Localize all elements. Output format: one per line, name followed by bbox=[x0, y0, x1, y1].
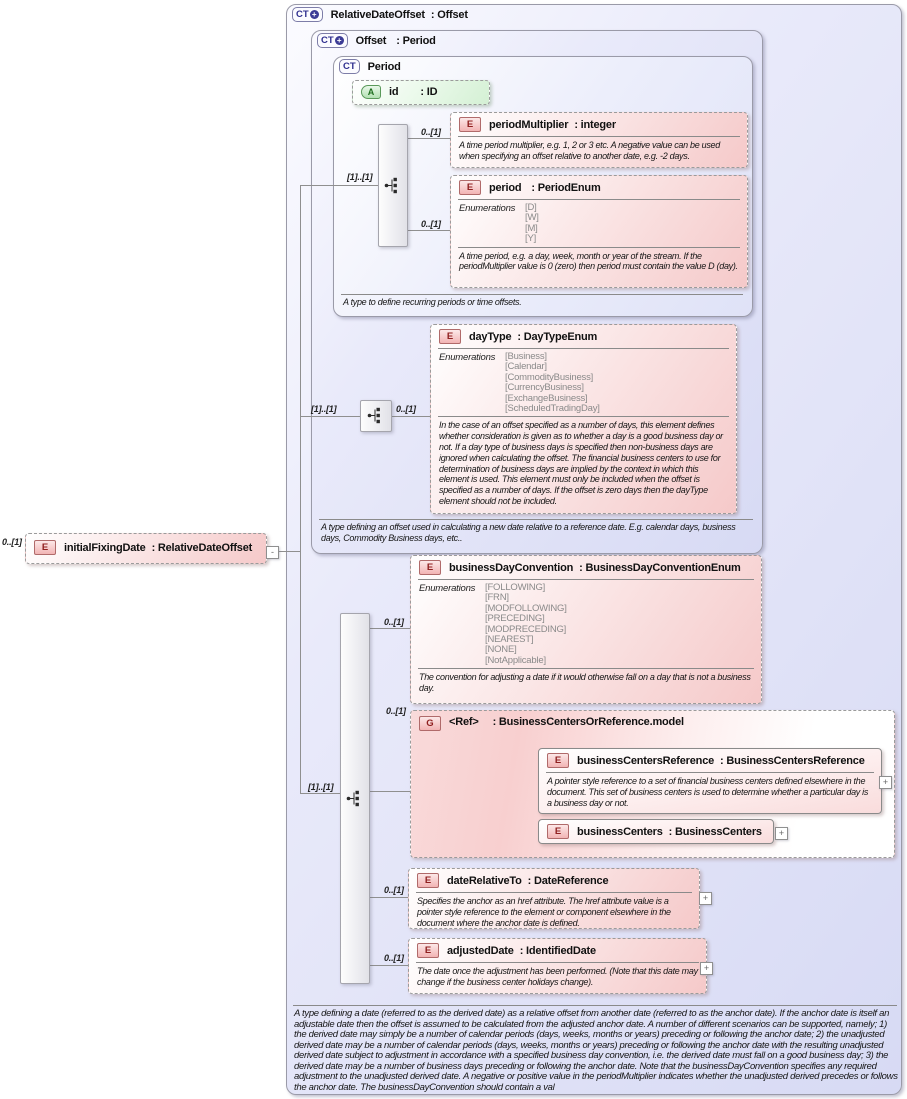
element-type: : IdentifiedDate bbox=[519, 944, 596, 957]
attribute-box-id[interactable] bbox=[352, 80, 490, 105]
group-name: <Ref> bbox=[449, 716, 479, 728]
group-type: : BusinessCentersOrReference.model bbox=[492, 716, 684, 728]
header-offset bbox=[317, 33, 436, 48]
enum-value: [CommodityBusiness] bbox=[505, 371, 594, 383]
enum-value: [PRECEDING] bbox=[485, 613, 545, 625]
enum-value: [W] bbox=[525, 212, 539, 224]
enum-value: [Business] bbox=[505, 351, 547, 362]
enumerations-section bbox=[431, 349, 736, 415]
header-period bbox=[339, 59, 401, 74]
element-type: : BusinessCenters bbox=[668, 825, 762, 838]
element-doc: A time period, e.g. a day, week, month or year of the stream. If the periodMultiplier value is 0 (zero) then period must contain the value D (day). bbox=[459, 250, 738, 272]
element-type: : PeriodEnum bbox=[531, 181, 601, 194]
enum-value: [FRN] bbox=[485, 592, 509, 604]
cardinality-label: 0..[1] bbox=[421, 127, 441, 137]
element-icon: E bbox=[439, 329, 461, 344]
element-box-daytype[interactable] bbox=[430, 324, 737, 514]
sequence-connector bbox=[378, 124, 408, 247]
enum-value: [NONE] bbox=[485, 644, 517, 656]
plus-badge-icon: + bbox=[310, 10, 319, 19]
enum-value: [MODPRECEDING] bbox=[485, 623, 567, 635]
connector-line bbox=[300, 416, 360, 417]
element-box-periodmultiplier[interactable] bbox=[450, 112, 748, 168]
element-name: businessDayConvention bbox=[449, 561, 574, 574]
root-doc: A type defining a date (referred to as the derived date) as a relative offset from another date (referred to as the anchor date). If the anchor date is itself an adjustable date then the offset is assumed to be calculated from the adjusted anchor date. A number of different scenarios can be supported, namely; 1) the derived date may simply be a number of calendar periods (days, weeks, months or years) preceding or following the anchor date; 2) the unadjusted derived date may be a number of calendar periods (days, weeks, months or years) preceding or following the anchor date with the resulting unadjusted derived date subject to adjustment in accordance with a specified business day convention, i.e. the derived date must fall on a good business day; 3) the derived date may be a number of business days preceding or following the anchor date. Note that the businessDayConvention specifies any required adjustment to the unadjusted derived date. A negative or positive value in the periodMultiplier indicates whether the unadjusted derived precedes or follows the anchor date. The businessDayConvention should contain a val bbox=[294, 1008, 898, 1093]
expand-button[interactable]: + bbox=[699, 892, 712, 905]
offset-doc: A type defining an offset used in calculating a new date relative to a reference date. E.g. calendar days, business days, Commodity Business days, etc.. bbox=[321, 522, 736, 543]
enum-value: [Calendar] bbox=[505, 361, 547, 373]
element-icon: E bbox=[547, 824, 569, 839]
enumeration-values bbox=[485, 583, 567, 666]
cardinality-label: 0..[1] bbox=[396, 404, 416, 414]
group-icon: G bbox=[419, 716, 441, 731]
element-doc: The date once the adjustment has been performed. (Note that this date may change if the business center holidays change). bbox=[417, 966, 698, 987]
connector-line bbox=[300, 185, 301, 793]
element-name: period bbox=[489, 181, 522, 194]
element-name: periodMultiplier bbox=[489, 118, 569, 131]
attribute-icon: A bbox=[361, 85, 381, 99]
element-name: dateRelativeTo bbox=[447, 874, 522, 887]
complextype-icon: CT + bbox=[292, 7, 323, 22]
type-name: RelativeDateOffset bbox=[330, 8, 425, 21]
enum-value: [D] bbox=[525, 202, 537, 213]
collapse-button[interactable]: - bbox=[266, 546, 279, 559]
enum-value: [Y] bbox=[525, 233, 537, 245]
connector-line bbox=[300, 185, 378, 186]
sequence-icon bbox=[384, 176, 401, 195]
complextype-icon: CT + bbox=[317, 33, 348, 48]
element-name: dayType bbox=[469, 330, 512, 343]
expand-button[interactable]: + bbox=[879, 776, 892, 789]
element-box-period[interactable] bbox=[450, 175, 748, 288]
attribute-type: : ID bbox=[420, 86, 438, 98]
element-type: : integer bbox=[574, 118, 616, 131]
connector-line bbox=[370, 897, 408, 898]
complextype-icon: CT bbox=[339, 59, 360, 74]
element-box-businesscenters[interactable] bbox=[538, 819, 774, 844]
element-name: businessCentersReference bbox=[577, 754, 715, 767]
element-icon: E bbox=[417, 943, 439, 958]
element-doc: A time period multiplier, e.g. 1, 2 or 3 etc. A negative value can be used when specifying an offset relative to another date, e.g. -2 days. bbox=[459, 140, 720, 161]
cardinality-label: 0..[1] bbox=[386, 706, 406, 716]
enumerations-label: Enumerations bbox=[459, 203, 516, 214]
enum-value: [NEAREST] bbox=[485, 634, 534, 646]
header-relativedateoffset bbox=[292, 7, 468, 22]
element-name: adjustedDate bbox=[447, 944, 514, 957]
element-box-businessdayconvention[interactable] bbox=[410, 555, 762, 704]
sequence-icon bbox=[367, 406, 384, 425]
element-box-initialfixingdate[interactable] bbox=[25, 533, 267, 564]
cardinality-label: 0..[1] bbox=[384, 885, 404, 895]
element-icon: E bbox=[547, 753, 569, 768]
element-icon: E bbox=[419, 560, 441, 575]
type-base: : Offset bbox=[430, 8, 468, 21]
element-type: : BusinessDayConventionEnum bbox=[579, 561, 741, 574]
type-name: Period bbox=[367, 60, 401, 73]
connector-line bbox=[408, 230, 450, 231]
divider bbox=[319, 519, 753, 520]
enum-value: [M] bbox=[525, 222, 538, 234]
element-icon: E bbox=[459, 180, 481, 195]
enumeration-values bbox=[525, 203, 539, 245]
element-type: : RelativeDateOffset bbox=[151, 541, 253, 554]
connector-line bbox=[370, 628, 410, 629]
element-type: : BusinessCentersReference bbox=[720, 754, 865, 767]
element-name: businessCenters bbox=[577, 825, 663, 838]
connector-line bbox=[300, 793, 340, 794]
enumerations-section bbox=[411, 580, 761, 667]
divider bbox=[341, 294, 743, 295]
element-box-businesscentersreference[interactable] bbox=[538, 748, 882, 814]
enum-value: [ExchangeBusiness] bbox=[505, 392, 588, 404]
plus-badge-icon: + bbox=[335, 36, 344, 45]
connector-line bbox=[278, 551, 300, 552]
enum-value: [CurrencyBusiness] bbox=[505, 382, 584, 394]
cardinality-label: 0..[1] bbox=[384, 617, 404, 627]
enumerations-label: Enumerations bbox=[419, 583, 476, 594]
enum-value: [NotApplicable] bbox=[485, 654, 546, 666]
divider bbox=[293, 1005, 897, 1006]
expand-button[interactable]: + bbox=[700, 962, 713, 975]
element-box-adjusteddate[interactable] bbox=[408, 938, 707, 994]
enumeration-values bbox=[505, 352, 600, 414]
cardinality-label: [1]..[1] bbox=[308, 782, 334, 792]
enum-value: [MODFOLLOWING] bbox=[485, 602, 567, 614]
connector-line bbox=[370, 965, 408, 966]
element-name: initialFixingDate bbox=[64, 541, 146, 554]
type-base: : Period bbox=[396, 34, 436, 47]
period-doc: A type to define recurring periods or time offsets. bbox=[343, 297, 522, 307]
cardinality-label: 0..[1] bbox=[2, 537, 22, 547]
element-icon: E bbox=[34, 540, 56, 555]
element-doc: The convention for adjusting a date if it would otherwise fall on a day that is not a business day. bbox=[419, 672, 751, 694]
element-doc: A pointer style reference to a set of financial business centers defined elsewhere in the document. This set of business centers is used to determine whether a particular day is a business day or not. bbox=[547, 776, 869, 808]
cardinality-label: [1]..[1] bbox=[311, 404, 337, 414]
sequence-icon bbox=[346, 789, 363, 808]
sequence-connector bbox=[360, 400, 392, 432]
element-doc: In the case of an offset specified as a number of days, this element defines whether consideration is given as to whether a day is a good business day or not. If a day type of business days is specified then non-business days are ignored when calculating the offset. The financial business centers to use for determination of business days are implied by the context in which this element is used. This element must only be included when the offset is specified as a number of days. If the offset is zero days then the dayType element should not be included. bbox=[439, 420, 723, 507]
connector-line bbox=[408, 138, 450, 139]
cardinality-label: 0..[1] bbox=[384, 953, 404, 963]
element-icon: E bbox=[417, 873, 439, 888]
sequence-connector bbox=[340, 613, 370, 984]
attribute-name: id bbox=[389, 86, 399, 98]
enumerations-section bbox=[451, 200, 747, 246]
cardinality-label: 0..[1] bbox=[421, 219, 441, 229]
connector-line bbox=[392, 416, 430, 417]
element-type: : DayTypeEnum bbox=[517, 330, 598, 343]
element-type: : DateReference bbox=[527, 874, 609, 887]
enum-value: [ScheduledTradingDay] bbox=[505, 403, 600, 415]
element-box-daterelativeto[interactable] bbox=[408, 868, 700, 929]
cardinality-label: [1]..[1] bbox=[347, 172, 373, 182]
type-name: Offset bbox=[355, 34, 387, 47]
expand-button[interactable]: + bbox=[775, 827, 788, 840]
element-doc: Specifies the anchor as an href attribute. The href attribute value is a pointer style reference to the element or component elsewhere in the document where the anchor date is defined. bbox=[417, 896, 671, 928]
element-icon: E bbox=[459, 117, 481, 132]
enumerations-label: Enumerations bbox=[439, 352, 496, 363]
enum-value: [FOLLOWING] bbox=[485, 582, 546, 593]
